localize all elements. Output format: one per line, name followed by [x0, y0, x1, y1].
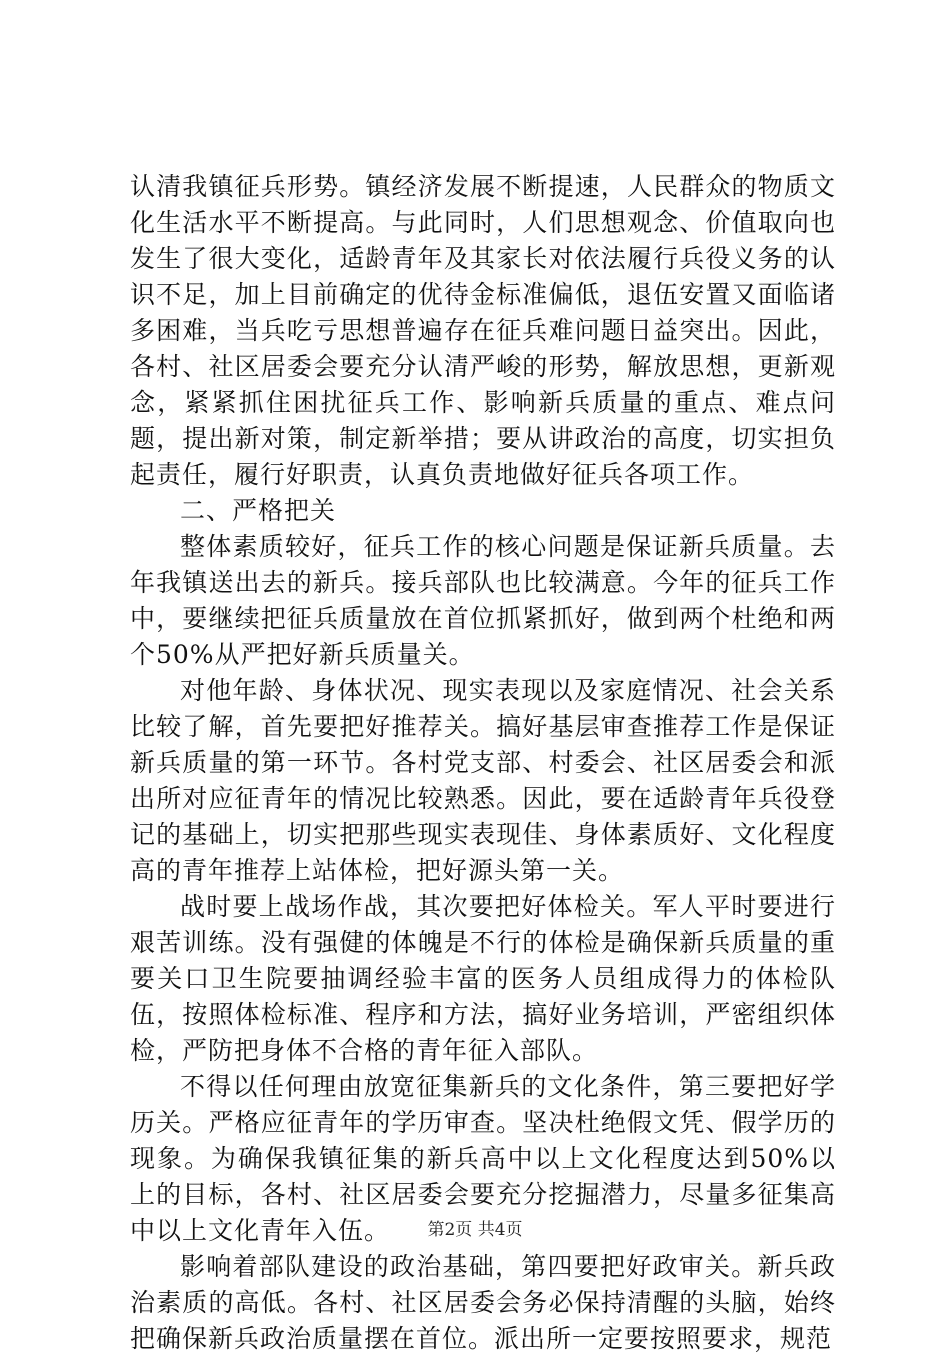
- paragraph-recommendation: 对他年龄、身体状况、现实表现以及家庭情况、社会关系比较了解，首先要把好推荐关。搞好基层审查推荐工作是保证新兵质量的第一环节。各村党支部、村委会、社区居委会和派出所对应征青年的情况比较熟悉。因此，要在适龄青年兵役登记的基础上，切实把那些现实表现佳、身体素质好、文化程度高的青年推荐上站体检，把好源头第一关。: [130, 676, 836, 885]
- section-heading-strict-check: 二、严格把关: [180, 496, 337, 525]
- page-number-footer: 第2页 共4页: [427, 1220, 523, 1240]
- document-body: [130, 169, 836, 1357]
- paragraph-education: 不得以任何理由放宽征集新兵的文化条件，第三要把好学历关。严格应征青年的学历审查。坚决杜绝假文凭、假学历的现象。为确保我镇征集的新兵高中以上文化程度达到50%以上的目标，各村、社区居委会要充分挖掘潜力，尽量多征集高中以上文化青年入伍。: [130, 1072, 836, 1245]
- paragraph-physical-exam: 战时要上战场作战，其次要把好体检关。军人平时要进行艰苦训练。没有强健的体魄是不行的体检是确保新兵质量的重要关口卫生院要抽调经验丰富的医务人员组成得力的体检队伍，按照体检标准、程序和方法，搞好业务培训，严密组织体检，严防把身体不合格的青年征入部队。: [130, 892, 836, 1065]
- paragraph-political-review: 影响着部队建设的政治基础，第四要把好政审关。新兵政治素质的高低。各村、社区居委会务必保持清醒的头脑，始终把确保新兵政治质量摆在首位。派出所一定要按照要求，规范: [130, 1252, 836, 1353]
- paragraph-quality: 整体素质较好，征兵工作的核心问题是保证新兵质量。去年我镇送出去的新兵。接兵部队也比较满意。今年的征兵工作中，要继续把征兵质量放在首位抓紧抓好，做到两个杜绝和两个50%从严把好新兵质量关。: [130, 532, 836, 669]
- paragraph-situation: 认清我镇征兵形势。镇经济发展不断提速，人民群众的物质文化生活水平不断提高。与此同时，人们思想观念、价值取向也发生了很大变化，适龄青年及其家长对依法履行兵役义务的认识不足，加上目前确定的优待金标准偏低，退伍安置又面临诸多困难，当兵吃亏思想普遍存在征兵难问题日益突出。因此，各村、社区居委会要充分认清严峻的形势，解放思想，更新观念，紧紧抓住困扰征兵工作、影响新兵质量的重点、难点问题，提出新对策，制定新举措；要从讲政治的高度，切实担负起责任，履行好职责，认真负责地做好征兵各项工作。: [130, 172, 836, 489]
